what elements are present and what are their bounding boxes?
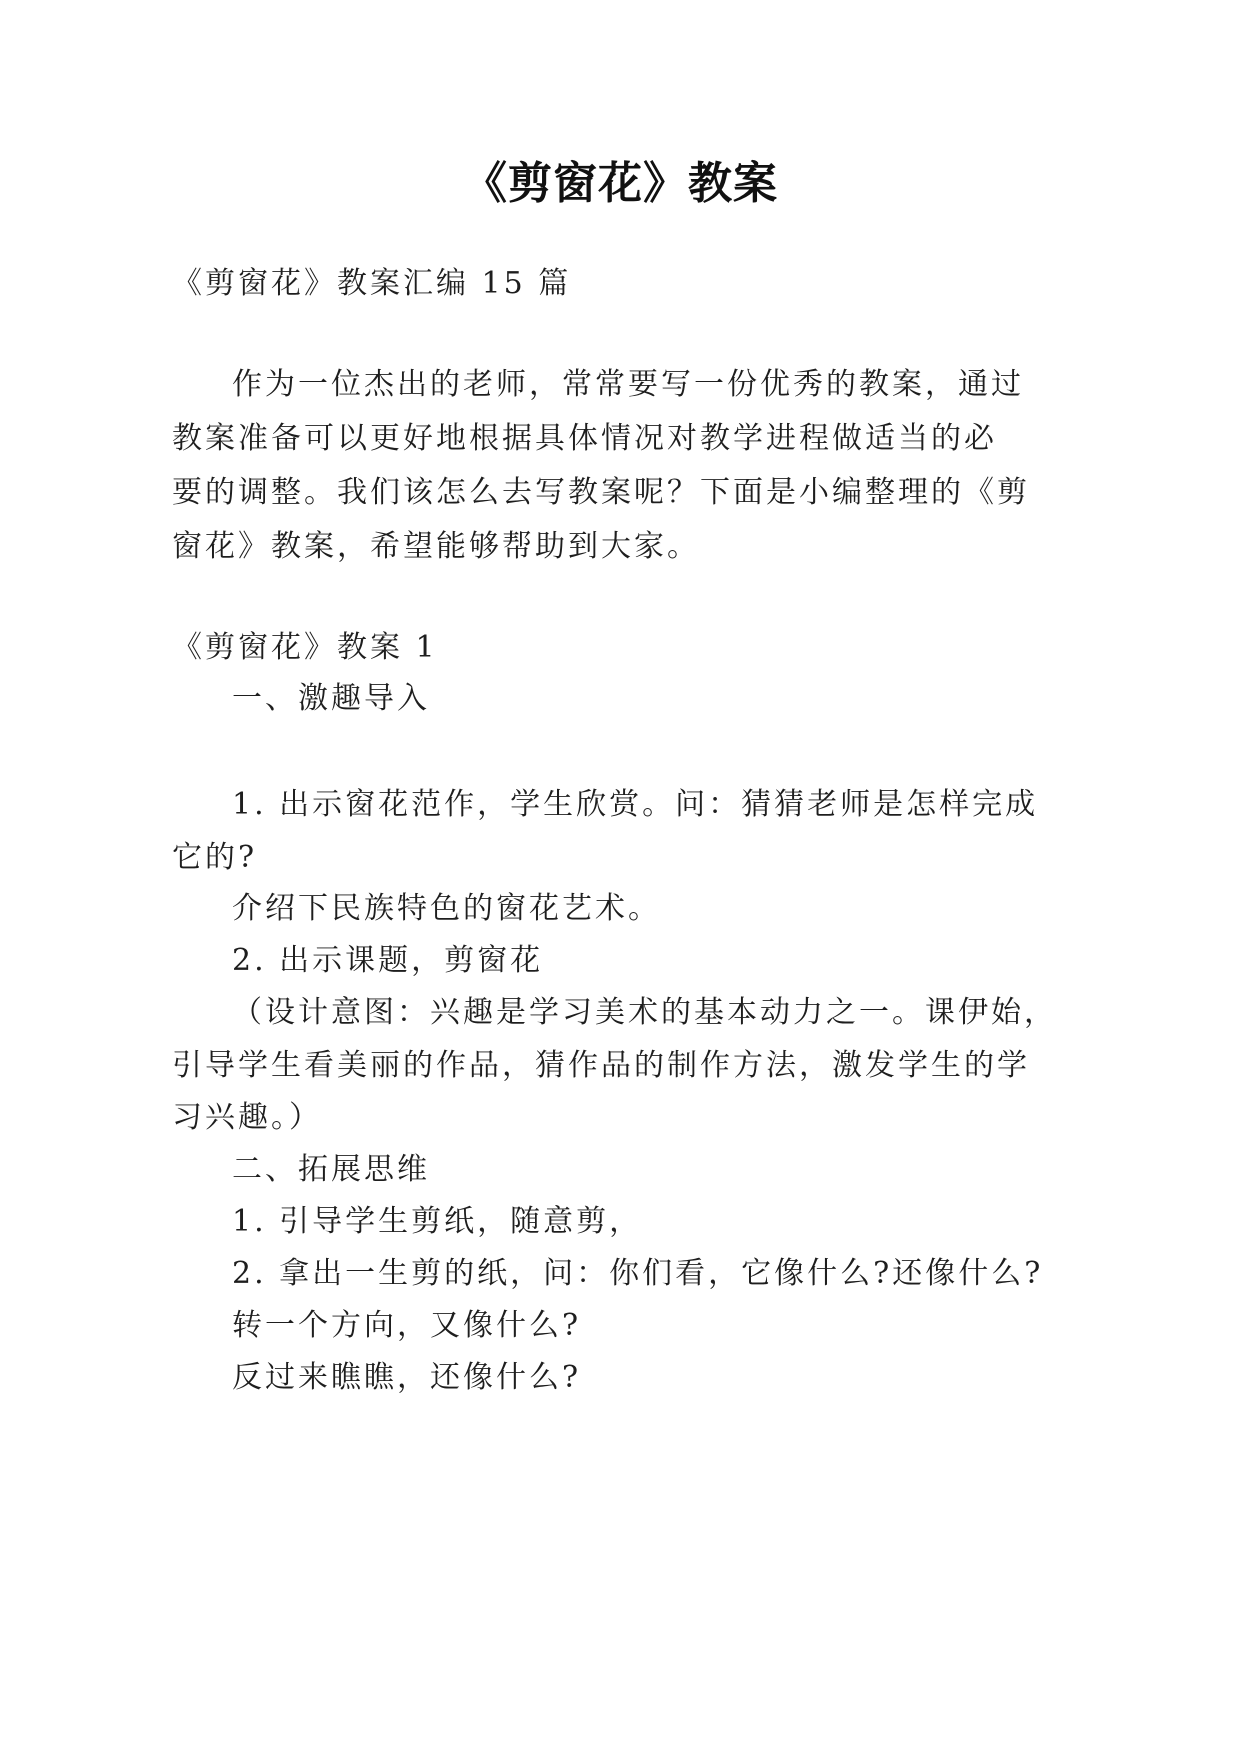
- section-heading: 《剪窗花》教案 1: [172, 630, 438, 665]
- item2: 2. 出示课题，剪窗花: [232, 943, 544, 978]
- item1-line-2: 它的?: [172, 840, 258, 875]
- intro-line-2: 教案准备可以更好地根据具体情况对教学进程做适当的必: [172, 421, 997, 456]
- design-line-3: 习兴趣。）: [172, 1100, 322, 1135]
- design-line-1: （设计意图：兴趣是学习美术的基本动力之一。课伊始，: [232, 995, 1057, 1030]
- part2-item2-q3: 反过来瞧瞧，还像什么?: [232, 1360, 582, 1395]
- intro-line-3: 要的调整。我们该怎么去写教案呢？下面是小编整理的《剪: [172, 475, 1030, 510]
- part2-item1: 1. 引导学生剪纸，随意剪，: [232, 1204, 643, 1239]
- item1-note: 介绍下民族特色的窗花艺术。: [232, 891, 661, 926]
- item1-line-1: 1. 出示窗花范作，学生欣赏。问：猜猜老师是怎样完成: [232, 787, 1039, 822]
- part2-item2: 2. 拿出一生剪的纸，问：你们看，它像什么?还像什么?: [232, 1256, 1044, 1291]
- design-line-2: 引导学生看美丽的作品，猜作品的制作方法，激发学生的学: [172, 1048, 1030, 1083]
- part2-heading: 二、拓展思维: [232, 1152, 430, 1187]
- intro-line-4: 窗花》教案，希望能够帮助到大家。: [172, 529, 700, 564]
- part1-heading: 一、激趣导入: [232, 681, 430, 716]
- part2-item2-q2: 转一个方向，又像什么?: [232, 1308, 582, 1343]
- intro-line-1: 作为一位杰出的老师，常常要写一份优秀的教案，通过: [232, 367, 1024, 402]
- document-subtitle: 《剪窗花》教案汇编 15 篇: [172, 266, 572, 301]
- document-title: 《剪窗花》教案: [463, 158, 778, 209]
